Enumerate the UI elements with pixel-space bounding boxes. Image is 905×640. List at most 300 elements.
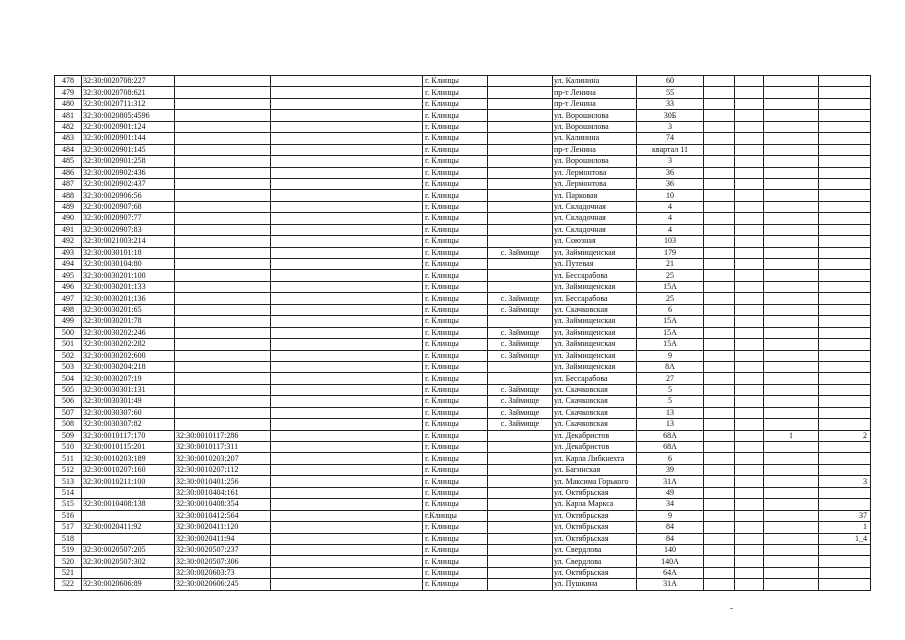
- blank-column-cell: [271, 293, 423, 304]
- city-cell: г. Клинцы: [423, 476, 488, 487]
- extra-column-3-cell: [764, 361, 819, 372]
- settlement-cell: [488, 544, 553, 555]
- settlement-cell: с. Займище: [488, 293, 553, 304]
- street-cell: ул. Займищенская: [553, 247, 637, 258]
- settlement-cell: [488, 579, 553, 590]
- street-cell: ул. Октябрьская: [553, 533, 637, 544]
- extra-column-3-cell: [764, 556, 819, 567]
- extra-column-4-cell: [819, 339, 871, 350]
- linked-cadastral-number-cell: 32:30:0010203:207: [175, 453, 271, 464]
- street-cell: ул. Октябрьская: [553, 567, 637, 578]
- blank-column-cell: [271, 339, 423, 350]
- extra-column-2-cell: [735, 270, 764, 281]
- settlement-cell: [488, 567, 553, 578]
- street-cell: ул. Парковая: [553, 190, 637, 201]
- settlement-cell: [488, 201, 553, 212]
- cadastral-number-cell: 32:30:0020708:621: [82, 87, 175, 98]
- table-row: [55, 556, 871, 567]
- cadastral-number-cell: [82, 487, 175, 498]
- street-cell: ул. Октябрьская: [553, 487, 637, 498]
- extra-column-3-cell: [764, 419, 819, 430]
- street-cell: ул. Багинская: [553, 464, 637, 475]
- extra-column-2-cell: [735, 567, 764, 578]
- street-cell: ул. Ворошилова: [553, 121, 637, 132]
- city-cell: г. Клинцы: [423, 144, 488, 155]
- linked-cadastral-number-cell: [175, 361, 271, 372]
- linked-cadastral-number-cell: [175, 350, 271, 361]
- table-row: [55, 430, 871, 441]
- row-number-cell: 510: [55, 442, 82, 453]
- extra-column-2-cell: [735, 144, 764, 155]
- table-row: [55, 281, 871, 292]
- city-cell: г. Клинцы: [423, 247, 488, 258]
- extra-column-1-cell: [704, 350, 735, 361]
- row-number-cell: 492: [55, 236, 82, 247]
- blank-column-cell: [271, 567, 423, 578]
- extra-column-2-cell: [735, 167, 764, 178]
- house-number-cell: 9: [637, 510, 704, 521]
- blank-column-cell: [271, 533, 423, 544]
- blank-column-cell: [271, 522, 423, 533]
- house-number-cell: 55: [637, 87, 704, 98]
- street-cell: ул. Октябрьская: [553, 510, 637, 521]
- street-cell: ул. Союзная: [553, 236, 637, 247]
- street-cell: ул. Займищенская: [553, 327, 637, 338]
- table-row: [55, 247, 871, 258]
- row-number-cell: 507: [55, 407, 82, 418]
- extra-column-1-cell: [704, 487, 735, 498]
- extra-column-3-cell: [764, 224, 819, 235]
- extra-column-2-cell: [735, 499, 764, 510]
- settlement-cell: [488, 476, 553, 487]
- linked-cadastral-number-cell: [175, 190, 271, 201]
- extra-column-4-cell: 37: [819, 510, 871, 521]
- linked-cadastral-number-cell: [175, 293, 271, 304]
- cadastral-number-cell: 32:30:0020708:227: [82, 76, 175, 87]
- extra-column-3-cell: 1: [764, 430, 819, 441]
- extra-column-4-cell: [819, 316, 871, 327]
- extra-column-4-cell: [819, 361, 871, 372]
- settlement-cell: [488, 281, 553, 292]
- linked-cadastral-number-cell: 32:30:0020606:245: [175, 579, 271, 590]
- extra-column-2-cell: [735, 247, 764, 258]
- row-number-cell: 522: [55, 579, 82, 590]
- city-cell: г. Клинцы: [423, 190, 488, 201]
- street-cell: ул. Складочная: [553, 224, 637, 235]
- settlement-cell: [488, 110, 553, 121]
- cadastral-number-cell: 32:30:0030307:82: [82, 419, 175, 430]
- row-number-cell: 511: [55, 453, 82, 464]
- row-number-cell: 487: [55, 178, 82, 189]
- extra-column-2-cell: [735, 476, 764, 487]
- settlement-cell: [488, 76, 553, 87]
- house-number-cell: 6: [637, 453, 704, 464]
- extra-column-1-cell: [704, 270, 735, 281]
- settlement-cell: [488, 144, 553, 155]
- city-cell: г. Клинцы: [423, 407, 488, 418]
- row-number-cell: 481: [55, 110, 82, 121]
- cadastral-number-cell: 32:30:0030201:65: [82, 304, 175, 315]
- extra-column-4-cell: 1: [819, 522, 871, 533]
- extra-column-3-cell: [764, 98, 819, 109]
- house-number-cell: 3: [637, 121, 704, 132]
- house-number-cell: 140: [637, 544, 704, 555]
- cadastral-number-cell: 32:30:0020507:205: [82, 544, 175, 555]
- linked-cadastral-number-cell: [175, 224, 271, 235]
- blank-column-cell: [271, 361, 423, 372]
- house-number-cell: 68А: [637, 430, 704, 441]
- extra-column-2-cell: [735, 453, 764, 464]
- house-number-cell: 60: [637, 76, 704, 87]
- blank-column-cell: [271, 121, 423, 132]
- extra-column-4-cell: [819, 121, 871, 132]
- extra-column-1-cell: [704, 510, 735, 521]
- extra-column-4-cell: [819, 144, 871, 155]
- city-cell: г. Клинцы: [423, 304, 488, 315]
- linked-cadastral-number-cell: [175, 384, 271, 395]
- house-number-cell: 84: [637, 533, 704, 544]
- linked-cadastral-number-cell: [175, 259, 271, 270]
- cadastral-number-cell: 32:30:0020902:437: [82, 178, 175, 189]
- settlement-cell: с. Займище: [488, 384, 553, 395]
- extra-column-3-cell: [764, 133, 819, 144]
- cadastral-number-cell: 32:30:0020907:68: [82, 201, 175, 212]
- table-row: [55, 327, 871, 338]
- row-number-cell: 509: [55, 430, 82, 441]
- linked-cadastral-number-cell: [175, 144, 271, 155]
- linked-cadastral-number-cell: [175, 407, 271, 418]
- city-cell: г. Клинцы: [423, 110, 488, 121]
- street-cell: ул. Карла Маркса: [553, 499, 637, 510]
- house-number-cell: 3: [637, 156, 704, 167]
- table-row: [55, 361, 871, 372]
- blank-column-cell: [271, 510, 423, 521]
- settlement-cell: с. Займище: [488, 339, 553, 350]
- table-row: [55, 76, 871, 87]
- cadastral-number-cell: 32:30:0030202:282: [82, 339, 175, 350]
- table-row: [55, 190, 871, 201]
- row-number-cell: 504: [55, 373, 82, 384]
- extra-column-1-cell: [704, 464, 735, 475]
- extra-column-1-cell: [704, 533, 735, 544]
- settlement-cell: [488, 167, 553, 178]
- row-number-cell: 516: [55, 510, 82, 521]
- cadastral-number-cell: [82, 567, 175, 578]
- row-number-cell: 517: [55, 522, 82, 533]
- extra-column-4-cell: [819, 304, 871, 315]
- house-number-cell: 84: [637, 522, 704, 533]
- extra-column-4-cell: [819, 419, 871, 430]
- register-table-body: [55, 76, 871, 591]
- blank-column-cell: [271, 144, 423, 155]
- extra-column-4-cell: [819, 213, 871, 224]
- house-number-cell: 9: [637, 350, 704, 361]
- city-cell: г. Клинцы: [423, 442, 488, 453]
- extra-column-1-cell: [704, 247, 735, 258]
- city-cell: г. Клинцы: [423, 201, 488, 212]
- linked-cadastral-number-cell: [175, 87, 271, 98]
- extra-column-2-cell: [735, 407, 764, 418]
- city-cell: г. Клинцы: [423, 236, 488, 247]
- blank-column-cell: [271, 499, 423, 510]
- extra-column-4-cell: [819, 499, 871, 510]
- table-row: [55, 293, 871, 304]
- extra-column-1-cell: [704, 567, 735, 578]
- street-cell: ул. Скачковская: [553, 407, 637, 418]
- linked-cadastral-number-cell: [175, 98, 271, 109]
- street-cell: ул. Складочная: [553, 213, 637, 224]
- table-row: [55, 533, 871, 544]
- blank-column-cell: [271, 236, 423, 247]
- linked-cadastral-number-cell: 32:30:0010401:256: [175, 476, 271, 487]
- extra-column-1-cell: [704, 259, 735, 270]
- extra-column-2-cell: [735, 396, 764, 407]
- linked-cadastral-number-cell: [175, 247, 271, 258]
- extra-column-4-cell: [819, 247, 871, 258]
- table-row: [55, 544, 871, 555]
- table-row: [55, 224, 871, 235]
- blank-column-cell: [271, 76, 423, 87]
- house-number-cell: 103: [637, 236, 704, 247]
- row-number-cell: 485: [55, 156, 82, 167]
- street-cell: ул. Максима Горького: [553, 476, 637, 487]
- cadastral-number-cell: 32:30:0010408:138: [82, 499, 175, 510]
- extra-column-3-cell: [764, 499, 819, 510]
- extra-column-4-cell: [819, 567, 871, 578]
- city-cell: г. Клинцы: [423, 533, 488, 544]
- extra-column-2-cell: [735, 121, 764, 132]
- street-cell: ул. Ворошилова: [553, 156, 637, 167]
- cadastral-number-cell: 32:30:0020907:77: [82, 213, 175, 224]
- table-row: [55, 201, 871, 212]
- table-row: [55, 98, 871, 109]
- city-cell: г. Клинцы: [423, 224, 488, 235]
- extra-column-4-cell: [819, 396, 871, 407]
- blank-column-cell: [271, 384, 423, 395]
- cadastral-number-cell: 32:30:0020606:89: [82, 579, 175, 590]
- cadastral-number-cell: 32:30:0030204:218: [82, 361, 175, 372]
- settlement-cell: [488, 190, 553, 201]
- extra-column-4-cell: [819, 487, 871, 498]
- street-cell: ул. Складочная: [553, 201, 637, 212]
- table-row: [55, 110, 871, 121]
- street-cell: ул. Займищенская: [553, 350, 637, 361]
- extra-column-1-cell: [704, 579, 735, 590]
- extra-column-4-cell: [819, 190, 871, 201]
- house-number-cell: 25: [637, 270, 704, 281]
- row-number-cell: 505: [55, 384, 82, 395]
- extra-column-3-cell: [764, 510, 819, 521]
- city-cell: г. Клинцы: [423, 281, 488, 292]
- extra-column-3-cell: [764, 476, 819, 487]
- table-row: [55, 259, 871, 270]
- house-number-cell: 31А: [637, 579, 704, 590]
- settlement-cell: [488, 499, 553, 510]
- city-cell: г. Клинцы: [423, 464, 488, 475]
- street-cell: ул. Скачковская: [553, 384, 637, 395]
- extra-column-1-cell: [704, 167, 735, 178]
- blank-column-cell: [271, 453, 423, 464]
- extra-column-1-cell: [704, 407, 735, 418]
- house-number-cell: 36: [637, 167, 704, 178]
- street-cell: ул. Скачковская: [553, 304, 637, 315]
- blank-column-cell: [271, 476, 423, 487]
- extra-column-1-cell: [704, 430, 735, 441]
- house-number-cell: 27: [637, 373, 704, 384]
- blank-column-cell: [271, 487, 423, 498]
- row-number-cell: 484: [55, 144, 82, 155]
- street-cell: пр-т Ленина: [553, 98, 637, 109]
- city-cell: г. Клинцы: [423, 350, 488, 361]
- table-row: [55, 579, 871, 590]
- cadastral-number-cell: 32:30:0020711:312: [82, 98, 175, 109]
- cadastral-number-cell: 32:30:0010203:189: [82, 453, 175, 464]
- city-cell: г. Клинцы: [423, 327, 488, 338]
- street-cell: ул. Карла Либкнехта: [553, 453, 637, 464]
- table-row: [55, 373, 871, 384]
- city-cell: г. Клинцы: [423, 373, 488, 384]
- extra-column-3-cell: [764, 259, 819, 270]
- extra-column-3-cell: [764, 87, 819, 98]
- blank-column-cell: [271, 281, 423, 292]
- cadastral-number-cell: 32:30:0010211:100: [82, 476, 175, 487]
- settlement-cell: [488, 361, 553, 372]
- extra-column-2-cell: [735, 350, 764, 361]
- city-cell: г. Клинцы: [423, 384, 488, 395]
- table-row: [55, 316, 871, 327]
- linked-cadastral-number-cell: [175, 373, 271, 384]
- blank-column-cell: [271, 442, 423, 453]
- settlement-cell: [488, 556, 553, 567]
- extra-column-1-cell: [704, 156, 735, 167]
- street-cell: ул. Лермонтова: [553, 178, 637, 189]
- linked-cadastral-number-cell: [175, 236, 271, 247]
- row-number-cell: 519: [55, 544, 82, 555]
- blank-column-cell: [271, 167, 423, 178]
- street-cell: пр-т Ленина: [553, 144, 637, 155]
- linked-cadastral-number-cell: [175, 339, 271, 350]
- blank-column-cell: [271, 430, 423, 441]
- city-cell: г. Клинцы: [423, 522, 488, 533]
- extra-column-4-cell: [819, 270, 871, 281]
- scan-mark: [730, 608, 733, 609]
- blank-column-cell: [271, 224, 423, 235]
- extra-column-4-cell: [819, 87, 871, 98]
- linked-cadastral-number-cell: 32:30:0020507:306: [175, 556, 271, 567]
- extra-column-1-cell: [704, 476, 735, 487]
- extra-column-2-cell: [735, 236, 764, 247]
- blank-column-cell: [271, 213, 423, 224]
- street-cell: ул. Займищенская: [553, 281, 637, 292]
- city-cell: г. Клинцы: [423, 556, 488, 567]
- blank-column-cell: [271, 316, 423, 327]
- city-cell: г. Клинцы: [423, 579, 488, 590]
- cadastral-number-cell: 32:30:0030307:60: [82, 407, 175, 418]
- linked-cadastral-number-cell: [175, 419, 271, 430]
- extra-column-3-cell: [764, 339, 819, 350]
- row-number-cell: 486: [55, 167, 82, 178]
- linked-cadastral-number-cell: [175, 156, 271, 167]
- extra-column-4-cell: [819, 133, 871, 144]
- row-number-cell: 514: [55, 487, 82, 498]
- house-number-cell: 5: [637, 396, 704, 407]
- settlement-cell: с. Займище: [488, 327, 553, 338]
- extra-column-2-cell: [735, 304, 764, 315]
- cadastral-number-cell: 32:30:0030201:78: [82, 316, 175, 327]
- table-row: [55, 384, 871, 395]
- cadastral-number-cell: 32:30:0030202:246: [82, 327, 175, 338]
- street-cell: ул. Лермонтова: [553, 167, 637, 178]
- extra-column-4-cell: [819, 259, 871, 270]
- extra-column-3-cell: [764, 327, 819, 338]
- settlement-cell: [488, 259, 553, 270]
- settlement-cell: [488, 224, 553, 235]
- extra-column-4-cell: [819, 293, 871, 304]
- cadastral-number-cell: 32:30:0010117:170: [82, 430, 175, 441]
- extra-column-2-cell: [735, 98, 764, 109]
- extra-column-4-cell: [819, 556, 871, 567]
- extra-column-1-cell: [704, 384, 735, 395]
- settlement-cell: с. Займище: [488, 419, 553, 430]
- house-number-cell: 8А: [637, 361, 704, 372]
- extra-column-1-cell: [704, 144, 735, 155]
- extra-column-2-cell: [735, 224, 764, 235]
- table-row: [55, 339, 871, 350]
- street-cell: ул. Скачковская: [553, 419, 637, 430]
- extra-column-3-cell: [764, 487, 819, 498]
- linked-cadastral-number-cell: 32:30:0020507:237: [175, 544, 271, 555]
- blank-column-cell: [271, 247, 423, 258]
- row-number-cell: 480: [55, 98, 82, 109]
- table-row: [55, 522, 871, 533]
- extra-column-3-cell: [764, 442, 819, 453]
- cadastral-number-cell: 32:30:0020901:145: [82, 144, 175, 155]
- city-cell: г. Клинцы: [423, 544, 488, 555]
- extra-column-4-cell: [819, 167, 871, 178]
- table-row: [55, 499, 871, 510]
- house-number-cell: 74: [637, 133, 704, 144]
- blank-column-cell: [271, 304, 423, 315]
- extra-column-2-cell: [735, 201, 764, 212]
- extra-column-4-cell: [819, 407, 871, 418]
- extra-column-3-cell: [764, 544, 819, 555]
- table-row: [55, 510, 871, 521]
- extra-column-3-cell: [764, 121, 819, 132]
- extra-column-3-cell: [764, 407, 819, 418]
- row-number-cell: 497: [55, 293, 82, 304]
- street-cell: ул. Путевая: [553, 259, 637, 270]
- settlement-cell: [488, 270, 553, 281]
- cadastral-number-cell: 32:30:0020902:436: [82, 167, 175, 178]
- cadastral-number-cell: 32:30:0030201:100: [82, 270, 175, 281]
- house-number-cell: 21: [637, 259, 704, 270]
- extra-column-1-cell: [704, 453, 735, 464]
- settlement-cell: [488, 464, 553, 475]
- city-cell: г. Клинцы: [423, 567, 488, 578]
- extra-column-1-cell: [704, 419, 735, 430]
- extra-column-1-cell: [704, 442, 735, 453]
- extra-column-3-cell: [764, 373, 819, 384]
- city-cell: г. Клинцы: [423, 98, 488, 109]
- linked-cadastral-number-cell: 32:30:0020411:120: [175, 522, 271, 533]
- city-cell: г. Клинцы: [423, 419, 488, 430]
- extra-column-1-cell: [704, 76, 735, 87]
- table-row: [55, 487, 871, 498]
- extra-column-2-cell: [735, 544, 764, 555]
- row-number-cell: 500: [55, 327, 82, 338]
- settlement-cell: [488, 453, 553, 464]
- blank-column-cell: [271, 270, 423, 281]
